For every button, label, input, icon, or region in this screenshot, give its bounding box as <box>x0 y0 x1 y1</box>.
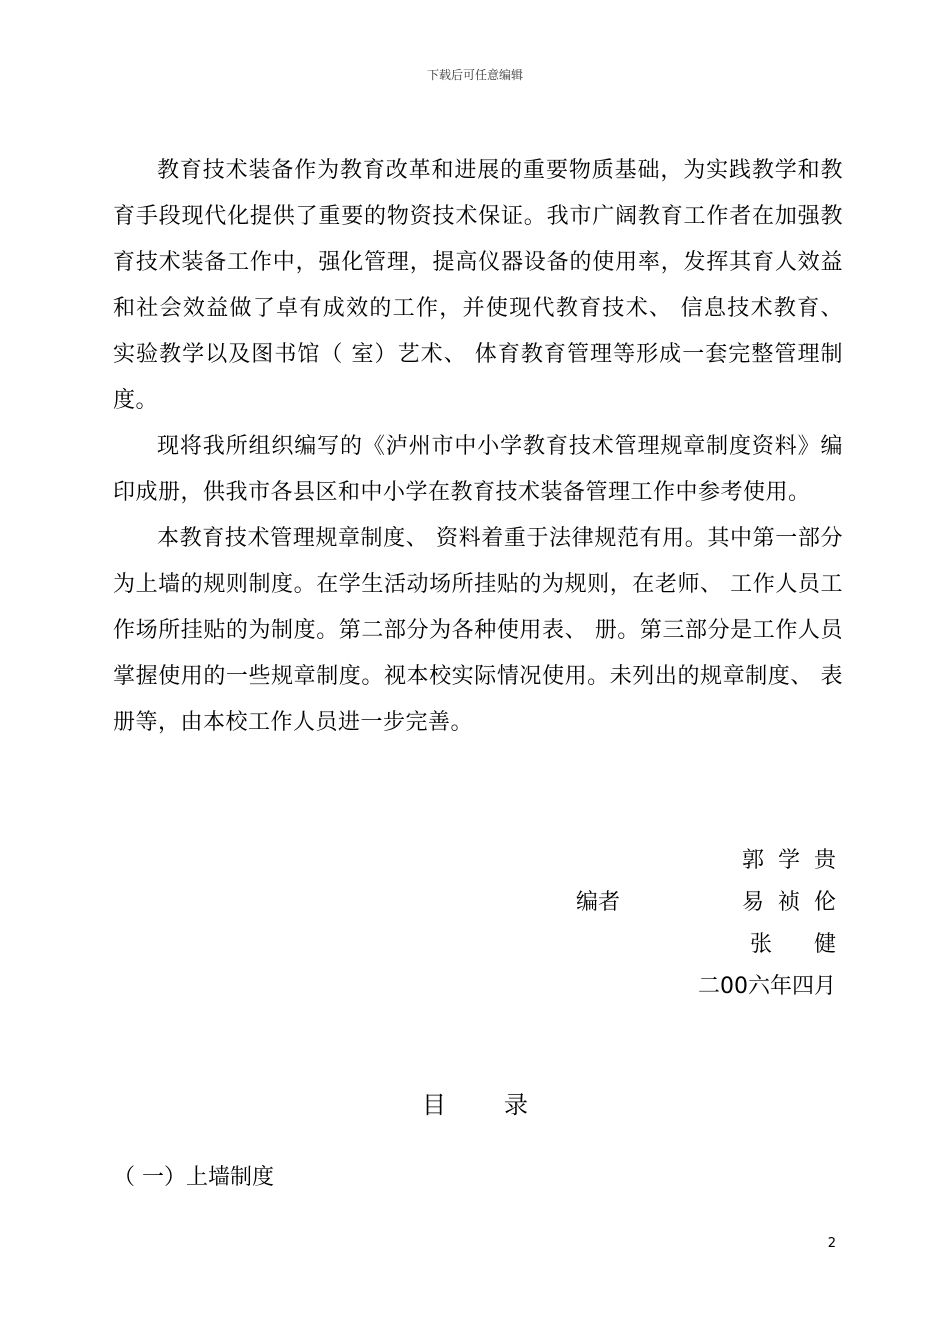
signature-block <box>576 840 878 1008</box>
signature-line-1 <box>576 840 850 882</box>
author-name-1: 郭学贵 <box>741 848 850 873</box>
toc-section-1: （ 一）上墙制度 <box>113 1165 274 1190</box>
signature-line-2 <box>576 882 850 924</box>
page-header: 下载后可任意编辑 <box>426 68 523 82</box>
paragraph-2: 现将我所组织编写的《泸州市中小学教育技术管理规章制度资料》编印成册，供我市各县区和中小学在教育技术装备管理工作中参考使用。 <box>113 434 843 505</box>
body-text <box>113 148 843 746</box>
author-name-2: 易祯伦 <box>741 890 850 915</box>
paragraph-3: 本教育技术管理规章制度、 资料着重于法律规范有用。其中第一部分为上墙的规则制度。在学生活动场所挂贴的为规则，在老师、 工作人员工作场所挂贴的为制度。第二部分为各种使用表、 册。第三部分是工作人员掌握使用的一些规章制度。视本校实际情况使用。未列出的规章制度、 表册等，由本校工作人员进一步完善。 <box>113 526 843 735</box>
author-name-3: 张健 <box>749 932 878 957</box>
signature-date: 二00六年四月 <box>698 974 836 999</box>
page-number: 2 <box>827 1236 836 1251</box>
signature-line-3 <box>576 924 878 966</box>
paragraph-1: 教育技术装备作为教育改革和进展的重要物质基础，为实践教学和教育手段现代化提供了重要的物资技术保证。我市广阔教育工作者在加强教育技术装备工作中，强化管理，提高仪器设备的使用率，发挥其育人效益和社会效益做了卓有成效的工作，并使现代教育技术、 信息技术教育、 实验教学以及图书馆（ 室）艺术、 体育教育管理等形成一套完整管理制度。 <box>113 158 843 413</box>
editor-label: 编者 <box>576 890 621 915</box>
toc-title: 目录 <box>422 1091 586 1119</box>
signature-line-4 <box>576 966 836 1008</box>
